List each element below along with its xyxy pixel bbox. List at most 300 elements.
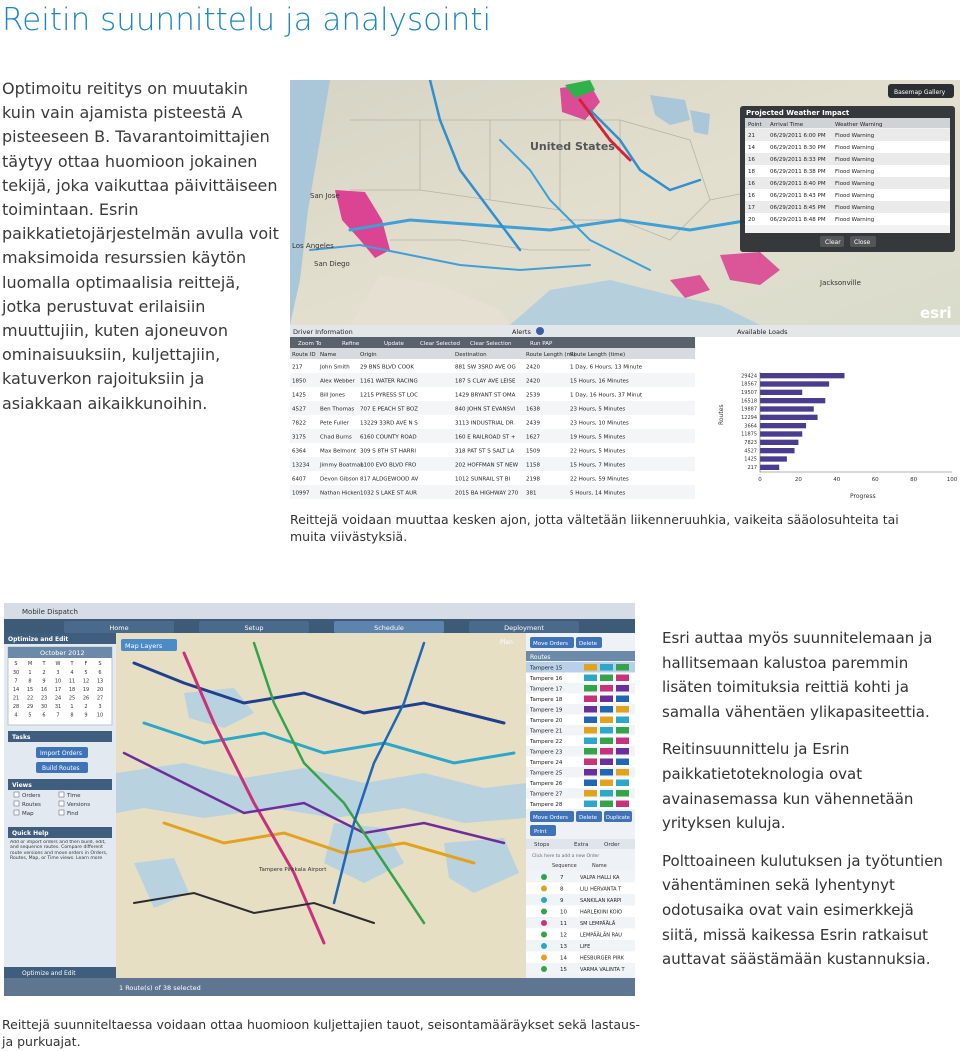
table-cell: 2439: [526, 420, 540, 427]
calendar-day[interactable]: 6: [42, 712, 46, 719]
route-timeline-block: [616, 801, 629, 808]
table-cell: 881 SW 3SRD AVE OG: [455, 364, 516, 371]
table-cell: 1100 EVO BLVD FRO: [360, 462, 417, 469]
sequence-name: VALPA HALLI KA: [580, 875, 620, 881]
route-timeline-block: [584, 801, 597, 808]
side-paragraph-1: Esri auttaa myös suunnitelemaan ja hallitsemaan kalustoa paremmin lisäten toimituksia reittiä kohti ja samalla vähentäen ylikapasiteettia.: [662, 629, 933, 721]
calendar-day[interactable]: 5: [28, 712, 32, 719]
calendar-day[interactable]: 6: [98, 670, 102, 676]
chart-x-tick: 100: [946, 477, 958, 483]
chart-category-label: 4527: [744, 448, 757, 455]
table-cell: 1 Day, 6 Hours, 13 Minute: [570, 364, 642, 371]
calendar-day[interactable]: 26: [82, 695, 90, 702]
sequence-number: 15: [560, 967, 567, 973]
chart-category-label: 19887: [741, 406, 757, 413]
calendar-day[interactable]: 10: [54, 678, 62, 685]
table-cell: John Smith: [320, 364, 350, 371]
route-timeline-block: [616, 696, 629, 703]
route-timeline-block: [600, 759, 613, 766]
sequence-number: 11: [560, 921, 567, 927]
map-label-jacksonville: Jacksonville: [820, 279, 861, 287]
calendar-weekday: M: [27, 661, 33, 667]
route-timeline-block: [600, 727, 613, 734]
route-name: Tampere 25: [530, 770, 563, 777]
delete-label: Delete: [579, 641, 598, 647]
route-name: Tampere 20: [530, 718, 563, 724]
tasks-header: Tasks: [12, 734, 31, 741]
table-cell: 187 S CLAY AVE LEISE: [455, 378, 516, 385]
table-cell: 22 Hours, 59 Minutes: [570, 476, 629, 483]
sequence-number: 9: [560, 898, 564, 904]
tab-driver-information[interactable]: Driver Information: [293, 328, 353, 336]
table-cell: 817 ALDGEWOOD AV: [360, 476, 419, 483]
calendar-day[interactable]: 1: [28, 670, 32, 676]
table-cell: 309 S 8TH ST HARRI: [360, 448, 416, 455]
table-cell: Jimmy Boatman: [320, 462, 364, 469]
weather-arrival: 06/29/2011 8:43 PM: [770, 193, 826, 199]
table-cell: 1032 S LAKE ST AUR: [360, 490, 417, 497]
calendar-day[interactable]: 31: [54, 704, 62, 710]
toolbar-button[interactable]: Zoom To: [298, 341, 322, 347]
calendar-day[interactable]: 23: [40, 695, 48, 702]
calendar-day[interactable]: 19: [82, 687, 90, 693]
calendar-day[interactable]: 16: [40, 687, 48, 693]
table-cell: Chad Burns: [320, 434, 352, 441]
weather-warning: Flood Warning: [835, 133, 875, 139]
calendar-day[interactable]: 7: [56, 712, 60, 719]
weather-warning: Flood Warning: [835, 181, 875, 187]
weather-impact-panel: [740, 84, 955, 252]
calendar-day[interactable]: 11: [68, 678, 76, 685]
weather-arrival: 06/29/2011 8:48 PM: [770, 217, 826, 223]
chart-category-label: 12294: [741, 415, 757, 421]
weather-arrival: 06/29/2011 8:40 PM: [770, 181, 826, 187]
sequence-name: LILI HERVANTA T: [580, 886, 622, 893]
chart-bar[interactable]: [760, 440, 798, 445]
calendar-day[interactable]: 8: [70, 712, 74, 719]
table-cell: 1012 SUNRAIL ST BI: [455, 476, 511, 483]
route-name: Tampere 19: [530, 707, 563, 714]
table-cell: 2539: [526, 392, 540, 399]
table-cell: 6407: [292, 476, 306, 483]
map-label-san-diego: San Diego: [314, 260, 350, 268]
table-cell: 10997: [292, 490, 310, 497]
table-cell: Bill Jones: [320, 392, 345, 399]
route-timeline-block: [584, 727, 597, 734]
plan-label: Plan: [500, 639, 513, 646]
calendar-day[interactable]: 3: [56, 670, 60, 676]
chart-category-label: 16518: [741, 398, 757, 405]
caption-2: Reittejä suunniteltaessa voidaan ottaa huomioon kuljettajien tauot, seisontamääräykset sekä lastaus- ja purkuajat.: [2, 1017, 641, 1049]
route-name: Tampere 17: [530, 686, 563, 693]
view-checkbox[interactable]: [14, 810, 19, 815]
stop-status-icon: [541, 943, 547, 949]
calendar-day[interactable]: 30: [40, 704, 48, 710]
view-label: Map: [22, 811, 34, 817]
routes-header: Routes: [530, 654, 551, 661]
sequence-col: Sequence: [552, 863, 577, 869]
table-cell: 2420: [526, 378, 540, 385]
chart-bar[interactable]: [760, 431, 802, 436]
sequence-name: LEMPÄÄLÄN RAU: [580, 932, 622, 939]
calendar-day[interactable]: 2: [84, 704, 88, 710]
table-cell: 160 E RAILROAD ST +: [455, 434, 516, 441]
views-header: Views: [12, 782, 32, 789]
table-cell: 1425: [292, 392, 306, 399]
table-cell: 1158: [526, 462, 540, 469]
route-timeline-block: [584, 790, 597, 797]
calendar-day[interactable]: 20: [96, 687, 104, 693]
chart-category-label: 1425: [744, 456, 757, 463]
table-cell: 2420: [526, 364, 540, 371]
route-timeline-block: [584, 748, 597, 755]
nav-tab-label: Schedule: [374, 624, 404, 632]
weather-point: 17: [748, 205, 755, 211]
calendar-day[interactable]: 18: [68, 687, 76, 693]
progress-chart: [695, 337, 960, 500]
calendar-day[interactable]: 22: [26, 695, 34, 702]
stop-status-icon: [541, 909, 547, 915]
sequence-name: HARLEKIINI KOIO: [580, 909, 622, 916]
app-titlebar: [4, 603, 635, 619]
chart-bar[interactable]: [760, 423, 806, 428]
route-timeline-block: [616, 748, 629, 755]
stop-status-icon: [541, 955, 547, 961]
route-map-figure: [290, 80, 960, 500]
route-timeline-block: [616, 664, 629, 671]
table-cell: 707 E PEACH ST BOZ: [360, 406, 419, 413]
table-cell: 1850: [292, 378, 306, 385]
toolbar-button[interactable]: Run PAP: [530, 341, 553, 347]
chart-bar[interactable]: [760, 398, 825, 403]
chart-bar[interactable]: [760, 465, 779, 470]
route-timeline-block: [584, 685, 597, 692]
orders-tab-extra[interactable]: Extra: [574, 842, 589, 848]
view-label: Orders: [22, 793, 41, 799]
chart-xlabel: Progress: [850, 493, 876, 500]
table-cell: 5 Hours, 14 Minutes: [570, 490, 626, 497]
toolbar-button[interactable]: Clear Selection: [470, 341, 512, 347]
route-name: Tampere 16: [530, 676, 563, 682]
chart-bar[interactable]: [760, 456, 787, 461]
table-cell: Devon Gibson: [320, 476, 359, 483]
table-cell: 1509: [526, 448, 540, 455]
route-table: [290, 359, 695, 499]
loads-tab-bar: [695, 325, 960, 337]
orders-tab-order[interactable]: Order: [604, 842, 620, 848]
chart-category-label: 3664: [744, 423, 757, 430]
stop-status-icon: [541, 874, 547, 880]
chart-bar[interactable]: [760, 415, 818, 420]
chart-x-tick: 60: [871, 477, 879, 483]
route-name: Tampere 22: [530, 739, 563, 745]
sequence-name: SANKILAN KARPI: [580, 898, 622, 904]
table-cell: Alex Webber: [320, 378, 355, 385]
dispatch-app-screenshot: [4, 603, 635, 996]
route-timeline-block: [616, 717, 629, 724]
chart-x-tick: 20: [794, 477, 802, 483]
table-cell: 202 HOFFMAN ST NEW: [455, 462, 519, 469]
route-timeline-block: [600, 685, 613, 692]
weather-warning: Flood Warning: [835, 169, 875, 175]
table-cell: 217: [292, 364, 303, 371]
weather-warning: Flood Warning: [835, 193, 875, 199]
weather-point: 16: [748, 181, 755, 187]
calendar-day[interactable]: 24: [54, 695, 62, 702]
route-timeline-block: [616, 780, 629, 787]
calendar-day[interactable]: 8: [28, 678, 32, 685]
table-cell: 3113 INDUSTRIAL DR: [455, 420, 514, 427]
chart-bar[interactable]: [760, 390, 802, 395]
route-timeline-block: [616, 706, 629, 713]
build-routes-label: Build Routes: [42, 765, 80, 772]
side-text: [662, 626, 952, 985]
route-timeline-block: [584, 696, 597, 703]
import-orders-label: Import Orders: [40, 750, 82, 757]
toolbar-button[interactable]: Update: [384, 341, 404, 347]
route-timeline-block: [600, 664, 613, 671]
calendar-day[interactable]: 21: [12, 695, 20, 702]
calendar-day[interactable]: 30: [12, 670, 20, 676]
calendar-day[interactable]: 17: [54, 687, 62, 693]
route-timeline-block: [600, 790, 613, 797]
calendar-day[interactable]: 2: [42, 670, 46, 676]
stop-status-icon: [541, 966, 547, 972]
move-orders-label: Move Orders: [533, 641, 568, 647]
weather-panel-title: Projected Weather Impact: [746, 109, 850, 117]
toolbar-button[interactable]: Clear Selected: [420, 341, 460, 347]
calendar-weekday: S: [14, 661, 18, 667]
chart-bar[interactable]: [760, 406, 814, 411]
left-panel-header: Optimize and Edit: [8, 636, 69, 643]
route-timeline-block: [616, 769, 629, 776]
weather-point: 18: [748, 169, 755, 175]
esri-logo: esri: [920, 304, 952, 322]
route-timeline-block: [584, 675, 597, 682]
table-cell: 6364: [292, 448, 306, 455]
calendar-day[interactable]: 28: [12, 704, 20, 710]
route-timeline-block: [600, 696, 613, 703]
sequence-name: HESBURGER PIRK: [580, 955, 624, 962]
duplicate-label: Duplicate: [606, 815, 630, 821]
table-cell: Nathan Hicken: [320, 490, 361, 497]
table-cell: 1215 PYRESS ST LOC: [360, 392, 418, 399]
table-cell: 3175: [292, 434, 306, 441]
route-name: Tampere 28: [530, 802, 563, 808]
route-name: Tampere 24: [530, 760, 563, 766]
dispatch-edit-label: Optimize and Edit: [22, 970, 76, 977]
calendar-day[interactable]: 12: [82, 678, 90, 685]
sequence-number: 8: [560, 886, 564, 893]
map-label-country: United States: [530, 140, 615, 153]
route-timeline-block: [584, 717, 597, 724]
route-timeline-block: [584, 759, 597, 766]
route-timeline-block: [600, 738, 613, 745]
chart-bar[interactable]: [760, 381, 829, 386]
sequence-name: SM LEMPÄÄLÄ: [580, 921, 616, 927]
view-checkbox[interactable]: [59, 792, 64, 797]
calendar-day[interactable]: 9: [84, 712, 88, 719]
calendar-day[interactable]: 10: [96, 712, 104, 719]
route-timeline-block: [600, 675, 613, 682]
caption-1: Reittejä voidaan muuttaa kesken ajon, jotta vältetään liikenneruuhkia, vaikeita sääolosuhteita tai muita viivästyksiä.: [290, 512, 899, 544]
view-label: Find: [67, 811, 79, 817]
calendar-day[interactable]: 9: [42, 678, 46, 685]
map-label-san-jose: San Jose: [310, 192, 340, 200]
sequence-number: 12: [560, 932, 567, 939]
table-cell: 1429 BRYANT ST OMA: [455, 392, 516, 399]
route-timeline-block: [600, 706, 613, 713]
calendar-weekday: T: [70, 661, 74, 667]
calendar-weekday: S: [98, 661, 102, 667]
sequence-name: VARMA VALINTA T: [580, 967, 625, 973]
orders-tab-stops[interactable]: Stops: [534, 842, 550, 848]
weather-warning: Flood Warning: [835, 157, 875, 163]
weather-warning: Flood Warning: [835, 205, 875, 211]
calendar-day[interactable]: 25: [68, 695, 76, 702]
weather-point: 20: [748, 217, 755, 223]
weather-clear-label: Clear: [825, 239, 841, 246]
nav-tab-label: Deployment: [504, 624, 544, 632]
table-cell: 1627: [526, 434, 540, 441]
view-checkbox[interactable]: [59, 810, 64, 815]
calendar-day[interactable]: 27: [96, 695, 104, 702]
stop-status-icon: [541, 886, 547, 892]
chart-category-label: 217: [747, 465, 757, 471]
route-timeline-block: [584, 769, 597, 776]
chart-bar[interactable]: [760, 448, 795, 453]
sequence-number: 10: [560, 909, 567, 916]
table-cell: 6160 COUNTY ROAD: [360, 434, 417, 441]
table-cell: 1638: [526, 406, 540, 413]
calendar-weekday: T: [42, 661, 46, 667]
table-column-header[interactable]: Route Length (time): [570, 352, 626, 358]
quick-help-text: Add or import orders and then build, edit, and sequence routes. Compare different route versions and move orders in Orders, Routes, Map, or Time views. Learn more: [10, 840, 108, 862]
route-timeline-block: [616, 790, 629, 797]
table-cell: 15 Hours, 16 Minutes: [570, 378, 629, 385]
table-cell: 22 Hours, 5 Minutes: [570, 448, 626, 455]
view-checkbox[interactable]: [59, 801, 64, 806]
chart-bar[interactable]: [760, 373, 844, 378]
nav-tab-label: Setup: [244, 624, 264, 632]
calendar-day[interactable]: 4: [70, 670, 74, 676]
route-timeline-block: [616, 738, 629, 745]
route-name: Tampere 15: [530, 665, 563, 672]
view-label: Versions: [67, 802, 91, 808]
basemap-gallery-label: Basemap Gallery: [894, 89, 946, 96]
table-cell: 4527: [292, 406, 306, 413]
route-name: Tampere 26: [530, 781, 563, 787]
weather-arrival: 06/29/2011 8:33 PM: [770, 157, 826, 163]
delete-label-2: Delete: [579, 815, 598, 821]
chart-ylabel: Routes: [718, 404, 725, 425]
tab-alerts[interactable]: Alerts: [512, 328, 531, 336]
route-name: Tampere 23: [530, 749, 563, 756]
map-airport-label: Tampere Pirkkala Airport: [259, 867, 327, 873]
route-timeline-block: [616, 759, 629, 766]
app-title: Mobile Dispatch: [22, 608, 78, 616]
chart-category-label: 19507: [741, 390, 757, 396]
calendar-day[interactable]: 1: [70, 704, 74, 710]
weather-arrival: 06/29/2011 8:38 PM: [770, 169, 826, 175]
weather-point: 16: [748, 193, 755, 199]
table-column-header[interactable]: Route Length (mi): [526, 352, 576, 358]
table-cell: Pete Fuller: [320, 420, 349, 427]
weather-arrival: 06/29/2011 8:45 PM: [770, 205, 826, 211]
route-timeline-block: [600, 717, 613, 724]
chart-x-tick: 0: [758, 477, 762, 483]
table-column-header[interactable]: Destination: [455, 352, 487, 358]
route-timeline-block: [600, 780, 613, 787]
view-checkbox[interactable]: [14, 792, 19, 797]
table-cell: 2198: [526, 476, 540, 483]
table-column-header[interactable]: Origin: [360, 352, 377, 358]
tab-available-loads[interactable]: Available Loads: [737, 328, 788, 336]
route-timeline-block: [584, 664, 597, 671]
chart-category-label: 7823: [744, 440, 757, 446]
calendar-day[interactable]: 5: [84, 670, 88, 676]
route-name: Tampere 18: [530, 697, 563, 703]
status-bar: [4, 978, 635, 996]
alerts-info-icon[interactable]: [536, 327, 544, 335]
sequence-list: [526, 871, 635, 975]
add-order-hint[interactable]: Click here to add a new Order: [532, 854, 600, 859]
chart-category-label: 11875: [741, 431, 757, 438]
view-checkbox[interactable]: [14, 801, 19, 806]
calendar-day[interactable]: 14: [12, 687, 20, 693]
toolbar-button[interactable]: Refine: [342, 341, 360, 347]
route-timeline-block: [616, 727, 629, 734]
weather-col-arrival: Arrival Time: [770, 122, 804, 128]
status-text: 1 Route(s) of 38 selected: [119, 984, 201, 992]
weather-arrival: 06/29/2011 6:00 PM: [770, 133, 826, 139]
route-map-screenshot: [290, 80, 960, 500]
route-timeline-block: [584, 738, 597, 745]
table-cell: 23 Hours, 10 Minutes: [570, 420, 629, 427]
weather-point: 16: [748, 157, 755, 163]
weather-warning: Flood Warning: [835, 217, 875, 223]
side-paragraph-2: Reitinsuunnittelu ja Esrin paikkatietoteknologia ovat avainasemassa kun vähennetään yrityksen kuluja.: [662, 740, 914, 833]
intro-text: [2, 77, 282, 416]
table-cell: 15 Hours, 7 Minutes: [570, 462, 626, 469]
table-column-header[interactable]: Name: [320, 352, 337, 358]
sequence-number: 7: [560, 875, 564, 881]
weather-point: 14: [748, 145, 755, 151]
calendar-day[interactable]: 15: [26, 687, 34, 693]
calendar-day[interactable]: 3: [98, 704, 102, 710]
stop-status-icon: [541, 932, 547, 938]
calendar-day[interactable]: 7: [14, 678, 18, 685]
table-column-header[interactable]: Route ID: [292, 352, 316, 358]
table-cell: 381: [526, 490, 537, 497]
route-timeline-block: [600, 801, 613, 808]
map-layers-label: Map Layers: [125, 642, 163, 650]
weather-col-point: Point: [748, 122, 762, 128]
table-cell: 318 PAT ST S SALT LA: [455, 448, 515, 455]
view-label: Routes: [22, 802, 41, 808]
route-timeline-block: [616, 685, 629, 692]
table-cell: 840 JOHN ST EVANSVI: [455, 406, 516, 413]
table-cell: 1161 WATER RACING: [360, 378, 418, 385]
calendar-day[interactable]: 13: [96, 678, 104, 685]
calendar-day[interactable]: 29: [26, 704, 34, 710]
routes-list: [526, 662, 635, 809]
weather-col-warning: Weather Warning: [835, 122, 883, 128]
sequence-number: 14: [560, 955, 567, 962]
calendar-day[interactable]: 4: [14, 712, 18, 719]
print-label: Print: [534, 829, 547, 835]
chart-category-label: 29424: [741, 373, 757, 380]
